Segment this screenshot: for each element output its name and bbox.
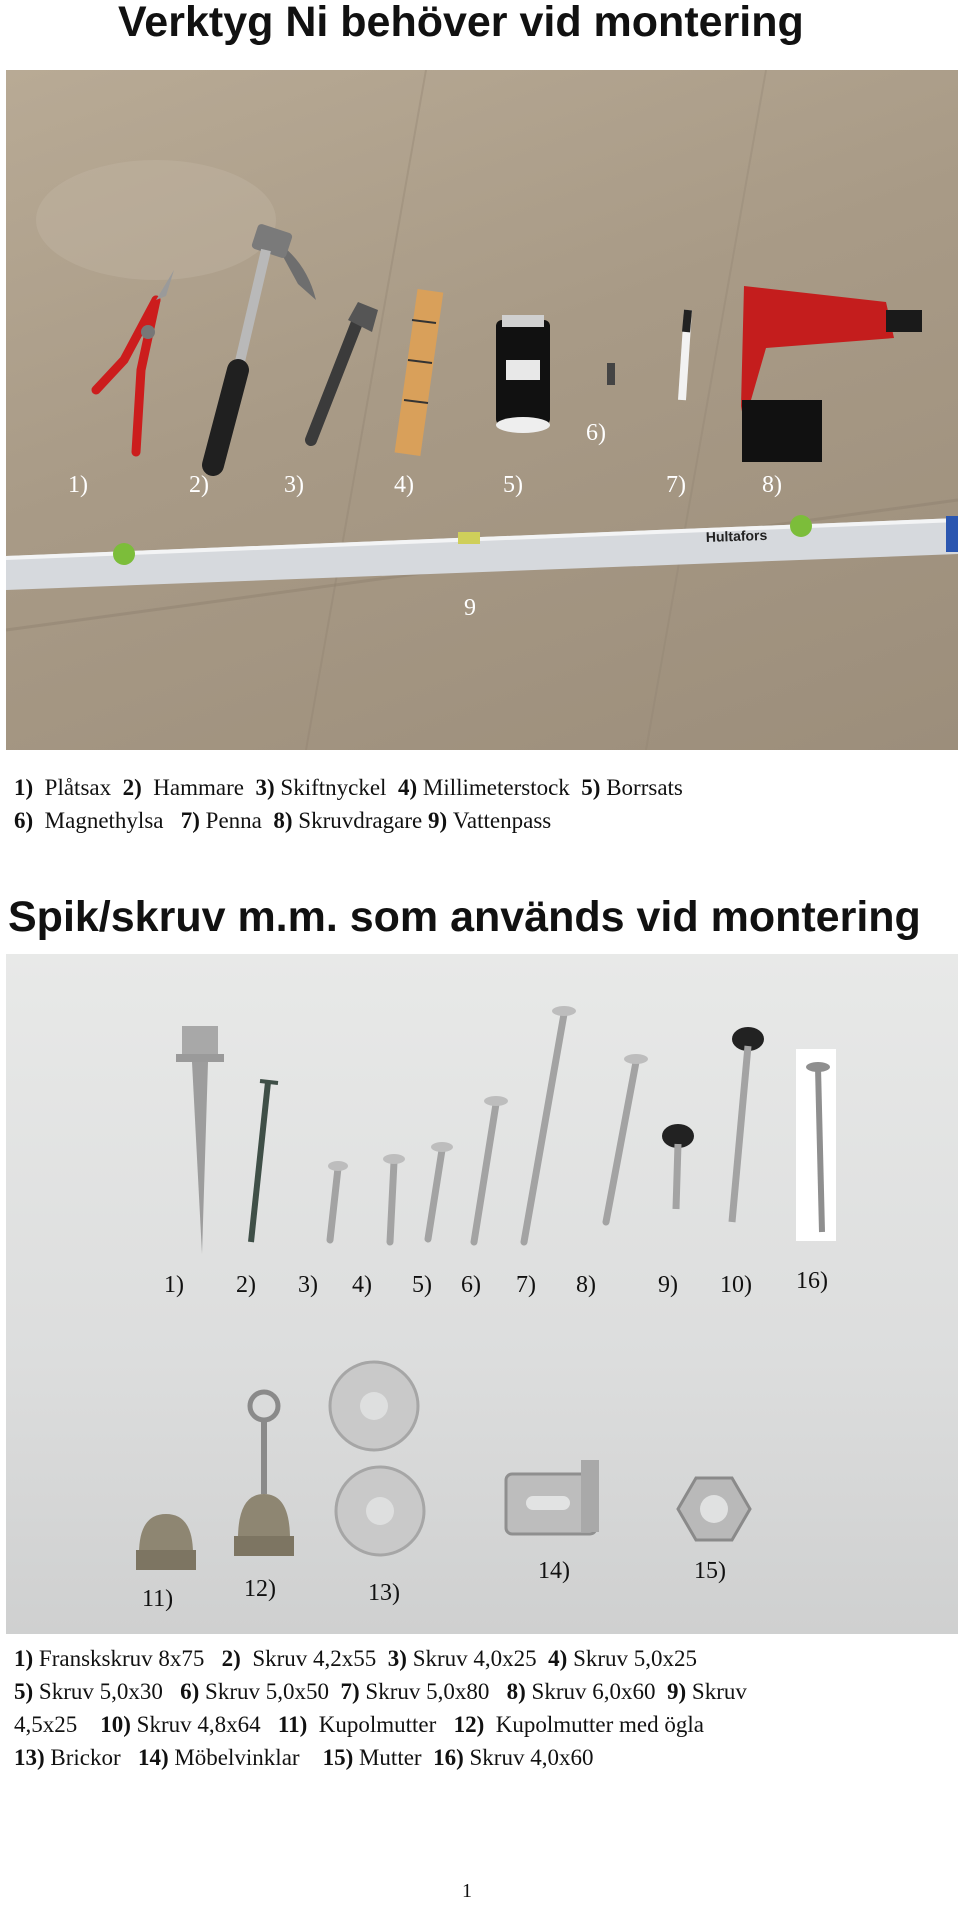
tools-photo [6,70,958,750]
fastener-label-14: 14) [538,1558,570,1584]
folding-rule-icon [395,289,444,456]
fasteners-title: Spik/skruv m.m. som används vid montering [8,893,921,941]
washer-screw-long-icon [732,1027,764,1222]
fastener-label-9: 9) [658,1272,678,1298]
fastener-label-6: 6) [461,1272,481,1298]
fastener-label-11: 11) [142,1586,174,1612]
fastener-label-12: 12) [244,1576,276,1602]
tool-label-3: 3) [284,472,304,498]
fastener-label-1: 1) [164,1272,184,1298]
fastener-label-2: 2) [236,1272,256,1298]
magnetic-socket-icon [607,363,615,385]
caption-line: 5) Skruv 5,0x30 6) Skruv 5,0x50 7) Skruv 5,0x80 8) Skruv 6,0x60 9) Skruv [14,1679,747,1704]
tool-label-7: 7) [666,472,686,498]
tools-title: Verktyg Ni behöver vid montering [118,0,804,46]
tool-label-8: 8) [762,472,782,498]
tool-label-9: 9 [464,595,476,621]
tool-label-4: 4) [394,472,414,498]
fasteners-photo [6,954,958,1634]
tool-label-1: 1) [68,472,88,498]
screw-on-card-icon [796,1049,836,1241]
nail-icon [251,1081,278,1242]
washers-icon [330,1362,424,1555]
dome-nut-icon [136,1514,196,1570]
caption-line: 1) Plåtsax 2) Hammare 3) Skiftnyckel 4) Millimeterstock 5) Borrsats [14,775,683,800]
fastener-label-7: 7) [516,1272,536,1298]
tool-label-5: 5) [503,472,523,498]
hex-nut-icon [678,1478,750,1540]
tin-snips-icon [96,270,174,452]
fastener-label-13: 13) [368,1580,400,1606]
caption-line: 1) Franskskruv 8x75 2) Skruv 4,2x55 3) Skruv 4,0x25 4) Skruv 5,0x25 [14,1646,698,1671]
tools-caption [14,771,683,837]
furniture-angle-icon [506,1460,599,1534]
tool-label-6: 6) [586,420,606,446]
fastener-label-8: 8) [576,1272,596,1298]
fastener-label-5: 5) [412,1272,432,1298]
fastener-label-10: 10) [720,1272,752,1298]
cordless-drill-icon [741,286,922,462]
fasteners-caption [14,1642,747,1774]
spirit-level-icon [6,515,958,590]
caption-line: 6) Magnethylsa 7) Penna 8) Skruvdragare 9) Vattenpass [14,808,552,833]
fastener-label-15: 15) [694,1558,726,1584]
fastener-label-3: 3) [298,1272,318,1298]
fastener-label-4: 4) [352,1272,372,1298]
caption-line: 13) Brickor 14) Möbelvinklar 15) Mutter 16) Skruv 4,0x60 [14,1745,594,1770]
caption-line: 4,5x25 10) Skruv 4,8x64 11) Kupolmutter 12) Kupolmutter med ögla [14,1712,704,1737]
pen-icon [682,310,688,400]
tool-label-2: 2) [189,472,209,498]
fastener-label-16: 16) [796,1268,828,1294]
adjustable-wrench-icon [311,302,378,440]
dome-nut-eye-icon [234,1392,294,1556]
level-brand-text: Hultafors [705,526,768,545]
screw-icon [330,1014,636,1242]
drill-bit-set-icon [496,315,550,433]
washer-screw-icon [662,1124,694,1209]
coach-screw-icon [176,1026,224,1254]
page-number: 1 [462,1880,472,1902]
